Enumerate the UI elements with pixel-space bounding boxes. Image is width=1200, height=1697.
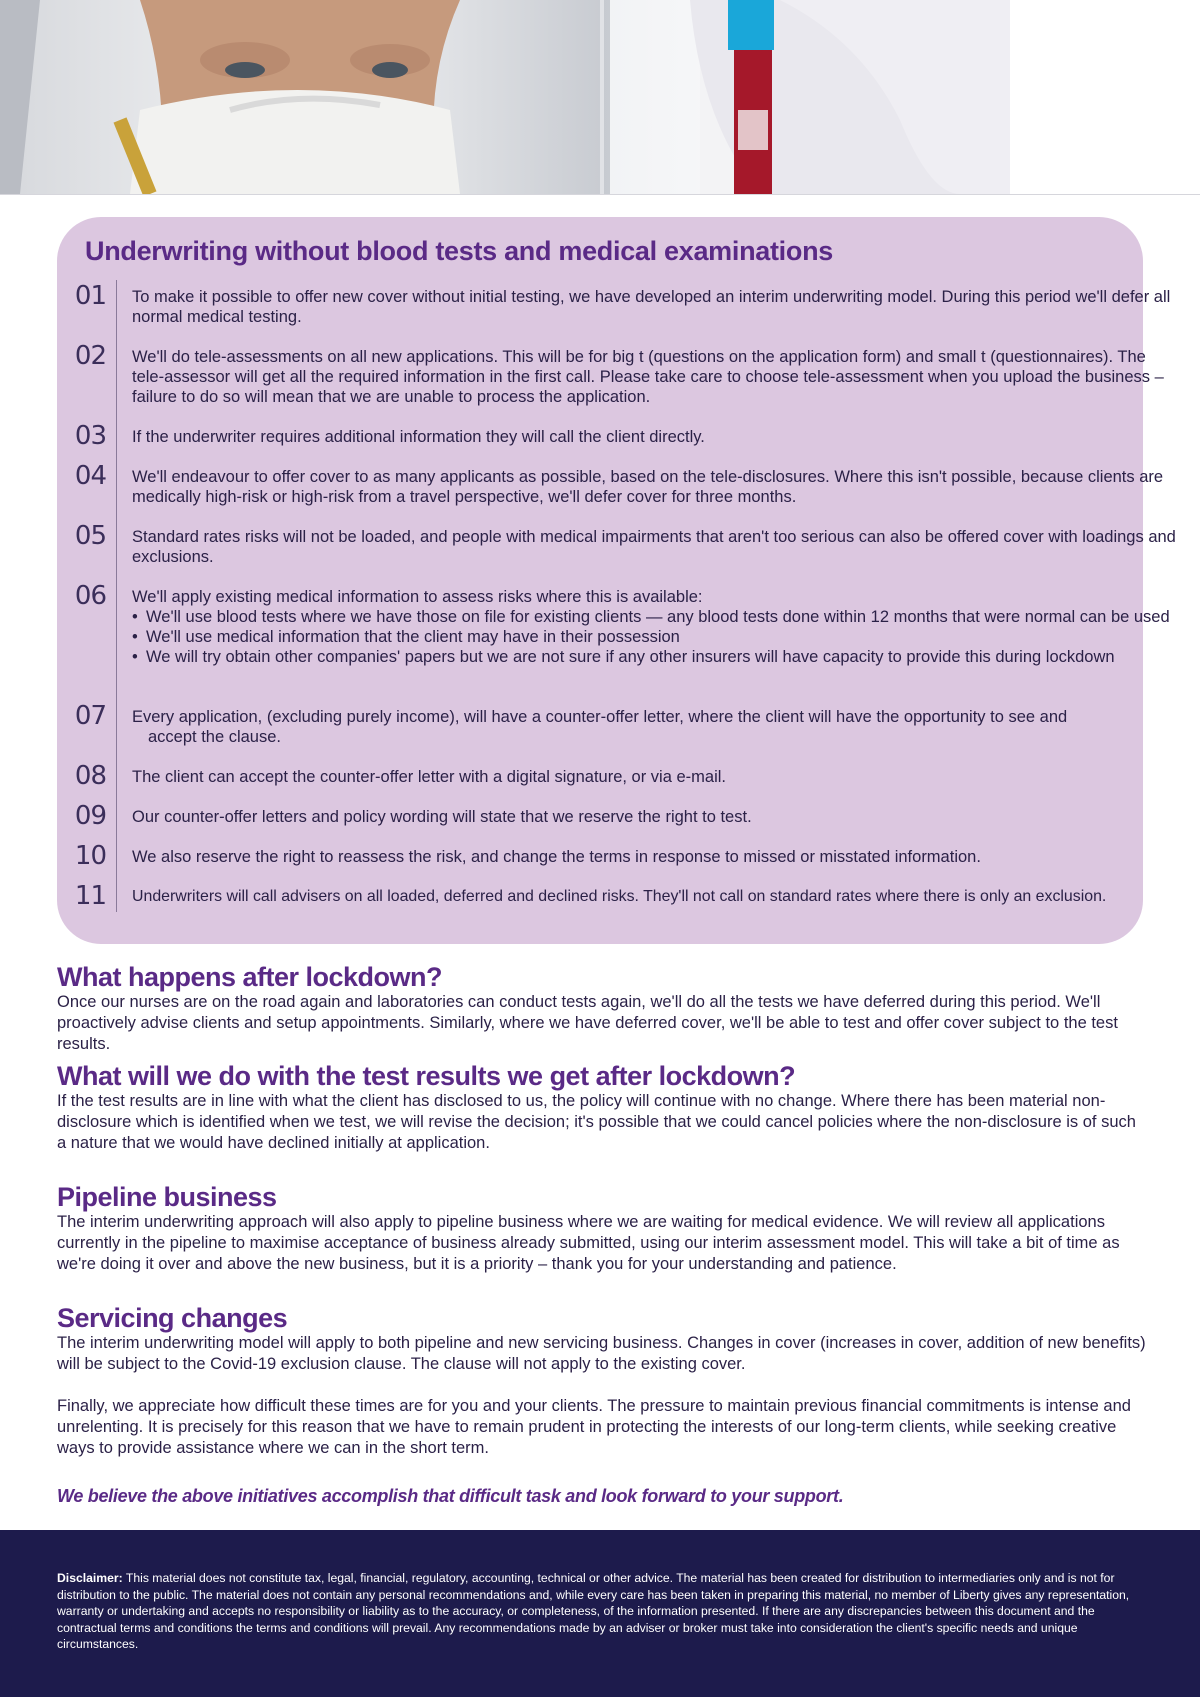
section-body: The interim underwriting model will apply to both pipeline and new servicing business. Changes in cover (increases in cover, addition of new benefits) will be subject to the Covid-19 exclusion clause. The clause will not apply to the existing cover. <box>57 1334 1146 1373</box>
bullet-item: • We'll use medical information that the client may have in their possession <box>132 627 1182 647</box>
item-number: 04 <box>74 461 106 491</box>
section-heading: What happens after lockdown? <box>57 962 443 992</box>
item-line-cont: accept the clause. <box>148 728 281 746</box>
section-servicing <box>57 1303 1147 1459</box>
item-text: Standard rates risks will not be loaded, and people with medical impairments that aren't too serious can also be offered cover with loadings and exclusions. <box>132 528 1176 566</box>
disclaimer <box>57 1570 1147 1653</box>
section-body: If the test results are in line with what the client has disclosed to us, the policy will continue with no change. Where there has been material non-disclosure which is identified when we test, we will revise the decision; it's possible that we could cancel policies where the non-disclosure is of such a nature that we would have declined initially at application. <box>57 1092 1136 1152</box>
disclaimer-label: Disclaimer: <box>57 1571 123 1585</box>
disclaimer-text: This material does not constitute tax, legal, financial, regulatory, accounting, technical or other advice. The material has been created for distribution to intermediaries only and is not for distribution to the public. The material does not contain any personal recommendations and, while every care has been taken in preparing this material, no member of Liberty gives any representation, warranty or undertaking and accepts no responsibility or liability as to the accuracy, or completeness, of the information presented. If there are any discrepancies between this document and the contractual terms and conditions the terms and conditions will prevail. Any recommendations made by an adviser or broker must take into consideration the client's specific needs and unique circumstances. <box>57 1571 1130 1651</box>
number-divider <box>116 280 117 912</box>
item-number: 11 <box>74 881 106 911</box>
section-pipeline <box>57 1182 1147 1275</box>
item-text: We also reserve the right to reassess the risk, and change the terms in response to missed or misstated information. <box>132 848 981 866</box>
item-number: 05 <box>74 521 106 551</box>
section-heading: Pipeline business <box>57 1182 277 1212</box>
item-text: If the underwriter requires additional information they will call the client directly. <box>132 428 705 446</box>
item-line: Every application, (excluding purely income), will have a counter-offer letter, where the client will have the opportunity to see and <box>132 708 1068 726</box>
section-body: Once our nurses are on the road again and laboratories can conduct tests again, we'll do all the tests we have deferred during this period. We'll proactively advise clients and setup appointments. Similarly, where we have deferred cover, we'll be able to test and offer cover subject to the test results. <box>57 993 1118 1053</box>
item-text <box>132 587 1182 667</box>
item-number: 07 <box>74 701 106 731</box>
item-number: 10 <box>74 841 106 871</box>
item-text: The client can accept the counter-offer letter with a digital signature, or via e-mail. <box>132 768 726 786</box>
item-number: 01 <box>74 281 106 311</box>
item-number: 06 <box>74 581 106 611</box>
item-number: 03 <box>74 421 106 451</box>
item-text: We'll do tele-assessments on all new applications. This will be for big t (questions on the application form) and small t (questionnaires). The tele-assessor will get all the required information in the first call. Please take care to choose tele-assessment when you upload the business – failure to do so will mean that we are unable to process the application. <box>132 348 1164 406</box>
section-after-lockdown <box>57 962 1147 1055</box>
item-number: 02 <box>74 341 106 371</box>
item-text: Our counter-offer letters and policy wording will state that we reserve the right to test. <box>132 808 752 826</box>
section-test-results <box>57 1061 1147 1154</box>
item-intro: We'll apply existing medical information to assess risks where this is available: <box>132 588 703 606</box>
item-number: 08 <box>74 761 106 791</box>
section-body: The interim underwriting approach will also apply to pipeline business where we are waiting for medical evidence. We will review all applications currently in the pipeline to maximise acceptance of business already submitted, using our interim assessment model. This will take a bit of time as we're doing it over and above the new business, but it is a priority – thank you for your understanding and patience. <box>57 1213 1120 1273</box>
item-text: To make it possible to offer new cover without initial testing, we have developed an interim underwriting model. During this period we'll defer all normal medical testing. <box>132 288 1171 326</box>
closing-paragraph: Finally, we appreciate how difficult these times are for you and your clients. The pressure to maintain previous financial commitments is intense and unrelenting. It is precisely for this reason that we have to remain prudent in protecting the interests of our long-term clients, while seeking creative ways to provide assistance where we can in the short term. <box>57 1397 1131 1457</box>
bullet-item: • We'll use blood tests where we have those on file for existing clients — any blood tests done within 12 months that were normal can be used <box>132 607 1182 627</box>
closing-statement: We believe the above initiatives accomplish that difficult task and look forward to your support. <box>57 1486 844 1506</box>
item-text: We'll endeavour to offer cover to as many applicants as possible, based on the tele-disclosures. Where this isn't possible, because clients are medically high-risk or high-risk from a travel perspective, we'll defer cover for three months. <box>132 468 1164 506</box>
bullet-list <box>132 607 1182 667</box>
item-text <box>132 707 1182 747</box>
underwriting-title: Underwriting without blood tests and medical examinations <box>85 236 833 266</box>
item-text: Underwriters will call advisers on all loaded, deferred and declined risks. They'll not call on standard rates where there is only an exclusion. <box>132 888 1107 905</box>
hero-illustration <box>0 0 1200 194</box>
bullet-item: • We will try obtain other companies' papers but we are not sure if any other insurers will have capacity to provide this during lockdown <box>132 647 1182 667</box>
section-heading: What will we do with the test results we get after lockdown? <box>57 1061 796 1091</box>
item-number: 09 <box>74 801 106 831</box>
section-heading: Servicing changes <box>57 1303 288 1333</box>
hero-photo <box>0 0 1200 195</box>
